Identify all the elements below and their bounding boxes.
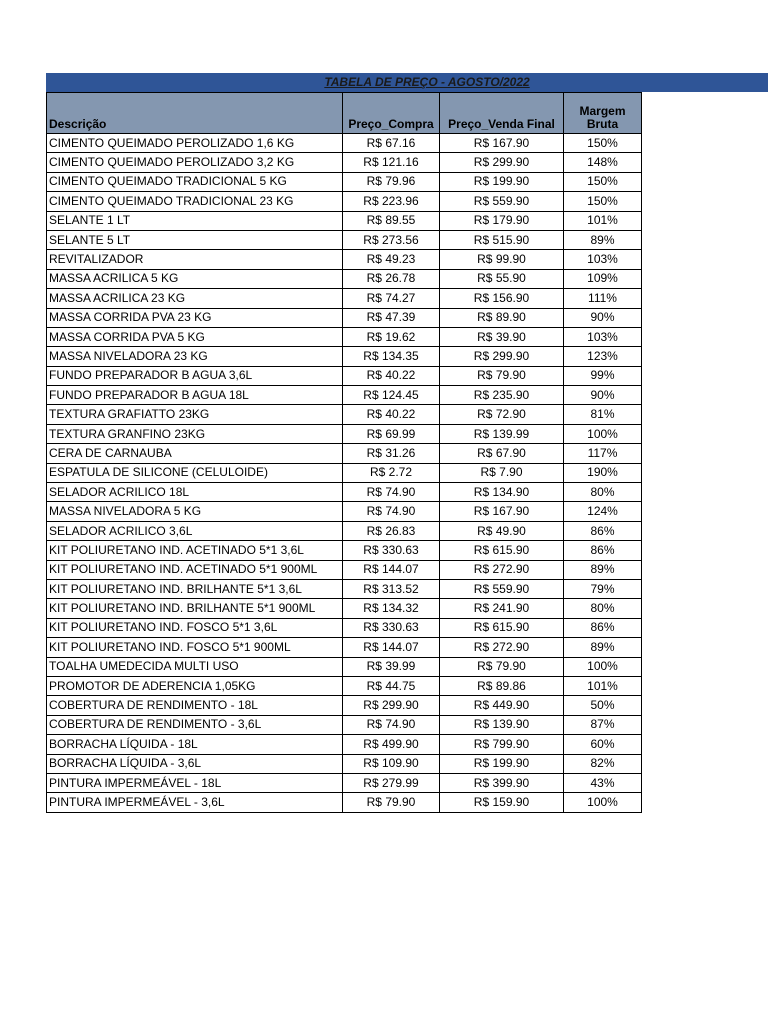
table-row — [47, 289, 642, 308]
price-table — [46, 92, 642, 813]
cell-margem-bruta[interactable]: 60% — [564, 735, 642, 754]
table-row — [47, 444, 642, 463]
cell-preco-venda[interactable]: R$ 449.90 — [440, 696, 564, 715]
cell-margem-bruta[interactable]: 103% — [564, 250, 642, 269]
table-row — [47, 192, 642, 211]
cell-preco-compra[interactable]: R$ 330.63 — [343, 541, 440, 560]
table-row — [47, 541, 642, 560]
cell-descricao[interactable]: PROMOTOR DE ADERENCIA 1,05KG — [47, 676, 343, 695]
table-row — [47, 754, 642, 773]
table-row — [47, 153, 642, 172]
cell-preco-compra[interactable]: R$ 74.90 — [343, 715, 440, 734]
cell-descricao[interactable]: PINTURA IMPERMEÁVEL - 3,6L — [47, 793, 343, 812]
table-row — [47, 172, 642, 191]
table-row — [47, 502, 642, 521]
cell-preco-compra[interactable]: R$ 69.99 — [343, 424, 440, 443]
cell-descricao[interactable]: MASSA CORRIDA PVA 5 KG — [47, 327, 343, 346]
cell-descricao[interactable]: COBERTURA DE RENDIMENTO - 3,6L — [47, 715, 343, 734]
cell-preco-compra[interactable]: R$ 79.90 — [343, 793, 440, 812]
cell-margem-bruta[interactable]: 111% — [564, 289, 642, 308]
cell-preco-venda[interactable]: R$ 55.90 — [440, 269, 564, 288]
cell-preco-compra[interactable]: R$ 40.22 — [343, 405, 440, 424]
header-margem-bruta[interactable]: Margem Bruta — [564, 93, 642, 134]
cell-descricao[interactable]: MASSA ACRILICA 23 KG — [47, 289, 343, 308]
cell-preco-venda[interactable]: R$ 89.86 — [440, 676, 564, 695]
cell-preco-compra[interactable]: R$ 2.72 — [343, 463, 440, 482]
cell-preco-compra[interactable]: R$ 74.90 — [343, 502, 440, 521]
cell-preco-compra[interactable]: R$ 499.90 — [343, 735, 440, 754]
cell-preco-venda[interactable]: R$ 241.90 — [440, 599, 564, 618]
cell-preco-venda[interactable]: R$ 72.90 — [440, 405, 564, 424]
table-row — [47, 424, 642, 443]
cell-margem-bruta[interactable]: 79% — [564, 579, 642, 598]
cell-preco-venda[interactable]: R$ 49.90 — [440, 521, 564, 540]
cell-margem-bruta[interactable]: 117% — [564, 444, 642, 463]
cell-margem-bruta[interactable]: 100% — [564, 793, 642, 812]
cell-preco-compra[interactable]: R$ 279.99 — [343, 773, 440, 792]
cell-preco-compra[interactable]: R$ 49.23 — [343, 250, 440, 269]
cell-margem-bruta[interactable]: 150% — [564, 192, 642, 211]
table-row — [47, 327, 642, 346]
cell-preco-venda[interactable]: R$ 159.90 — [440, 793, 564, 812]
table-row — [47, 269, 642, 288]
cell-preco-venda[interactable]: R$ 79.90 — [440, 366, 564, 385]
table-row — [47, 230, 642, 249]
cell-preco-venda[interactable]: R$ 799.90 — [440, 735, 564, 754]
cell-preco-venda[interactable]: R$ 615.90 — [440, 618, 564, 637]
cell-margem-bruta[interactable]: 89% — [564, 560, 642, 579]
cell-margem-bruta[interactable]: 50% — [564, 696, 642, 715]
table-row — [47, 638, 642, 657]
cell-preco-venda[interactable]: R$ 39.90 — [440, 327, 564, 346]
cell-preco-venda[interactable]: R$ 89.90 — [440, 308, 564, 327]
cell-preco-venda[interactable]: R$ 156.90 — [440, 289, 564, 308]
cell-preco-compra[interactable]: R$ 109.90 — [343, 754, 440, 773]
cell-preco-compra[interactable]: R$ 223.96 — [343, 192, 440, 211]
cell-preco-compra[interactable]: R$ 79.96 — [343, 172, 440, 191]
table-row — [47, 657, 642, 676]
cell-preco-venda[interactable]: R$ 299.90 — [440, 347, 564, 366]
cell-margem-bruta[interactable]: 90% — [564, 308, 642, 327]
cell-margem-bruta[interactable]: 103% — [564, 327, 642, 346]
cell-preco-compra[interactable]: R$ 144.07 — [343, 560, 440, 579]
cell-descricao[interactable]: TEXTURA GRANFINO 23KG — [47, 424, 343, 443]
cell-margem-bruta[interactable]: 148% — [564, 153, 642, 172]
cell-preco-compra[interactable]: R$ 89.55 — [343, 211, 440, 230]
table-row — [47, 463, 642, 482]
table-row — [47, 793, 642, 812]
cell-margem-bruta[interactable]: 109% — [564, 269, 642, 288]
table-row — [47, 250, 642, 269]
table-row — [47, 560, 642, 579]
cell-margem-bruta[interactable]: 100% — [564, 657, 642, 676]
cell-descricao[interactable]: FUNDO PREPARADOR B AGUA 18L — [47, 386, 343, 405]
cell-descricao[interactable]: CIMENTO QUEIMADO TRADICIONAL 23 KG — [47, 192, 343, 211]
table-row — [47, 134, 642, 153]
cell-preco-venda[interactable]: R$ 235.90 — [440, 386, 564, 405]
cell-descricao[interactable]: KIT POLIURETANO IND. FOSCO 5*1 900ML — [47, 638, 343, 657]
cell-preco-compra[interactable]: R$ 124.45 — [343, 386, 440, 405]
cell-preco-venda[interactable]: R$ 559.90 — [440, 192, 564, 211]
table-row — [47, 211, 642, 230]
cell-preco-compra[interactable]: R$ 67.16 — [343, 134, 440, 153]
table-row — [47, 618, 642, 637]
cell-descricao[interactable]: TEXTURA GRAFIATTO 23KG — [47, 405, 343, 424]
cell-margem-bruta[interactable]: 150% — [564, 134, 642, 153]
cell-preco-venda[interactable]: R$ 299.90 — [440, 153, 564, 172]
cell-preco-compra[interactable]: R$ 19.62 — [343, 327, 440, 346]
cell-descricao[interactable]: KIT POLIURETANO IND. FOSCO 5*1 3,6L — [47, 618, 343, 637]
cell-preco-compra[interactable]: R$ 40.22 — [343, 366, 440, 385]
cell-preco-compra[interactable]: R$ 144.07 — [343, 638, 440, 657]
cell-margem-bruta[interactable]: 86% — [564, 618, 642, 637]
table-row — [47, 715, 642, 734]
cell-margem-bruta[interactable]: 89% — [564, 230, 642, 249]
header-descricao[interactable]: Descrição — [47, 93, 343, 134]
cell-preco-venda[interactable]: R$ 559.90 — [440, 579, 564, 598]
cell-descricao[interactable]: REVITALIZADOR — [47, 250, 343, 269]
header-preco-venda[interactable]: Preço_Venda Final — [440, 93, 564, 134]
cell-descricao[interactable]: MASSA ACRILICA 5 KG — [47, 269, 343, 288]
cell-preco-compra[interactable]: R$ 44.75 — [343, 676, 440, 695]
cell-descricao[interactable]: COBERTURA DE RENDIMENTO - 18L — [47, 696, 343, 715]
table-row — [47, 483, 642, 502]
cell-margem-bruta[interactable]: 190% — [564, 463, 642, 482]
cell-margem-bruta[interactable]: 80% — [564, 599, 642, 618]
cell-descricao[interactable]: KIT POLIURETANO IND. BRILHANTE 5*1 3,6L — [47, 579, 343, 598]
cell-preco-venda[interactable]: R$ 179.90 — [440, 211, 564, 230]
cell-preco-venda[interactable]: R$ 515.90 — [440, 230, 564, 249]
table-row — [47, 308, 642, 327]
table-row — [47, 773, 642, 792]
cell-descricao[interactable]: BORRACHA LÍQUIDA - 18L — [47, 735, 343, 754]
cell-margem-bruta[interactable]: 82% — [564, 754, 642, 773]
cell-preco-compra[interactable]: R$ 26.78 — [343, 269, 440, 288]
cell-preco-venda[interactable]: R$ 67.90 — [440, 444, 564, 463]
cell-descricao[interactable]: CIMENTO QUEIMADO TRADICIONAL 5 KG — [47, 172, 343, 191]
cell-preco-compra[interactable]: R$ 47.39 — [343, 308, 440, 327]
cell-preco-compra[interactable]: R$ 313.52 — [343, 579, 440, 598]
cell-margem-bruta[interactable]: 81% — [564, 405, 642, 424]
cell-preco-compra[interactable]: R$ 31.26 — [343, 444, 440, 463]
cell-descricao[interactable]: PINTURA IMPERMEÁVEL - 18L — [47, 773, 343, 792]
cell-preco-compra[interactable]: R$ 74.90 — [343, 483, 440, 502]
cell-preco-compra[interactable]: R$ 26.83 — [343, 521, 440, 540]
cell-descricao[interactable]: TOALHA UMEDECIDA MULTI USO — [47, 657, 343, 676]
cell-descricao[interactable]: FUNDO PREPARADOR B AGUA 3,6L — [47, 366, 343, 385]
cell-preco-compra[interactable]: R$ 134.32 — [343, 599, 440, 618]
table-row — [47, 386, 642, 405]
cell-preco-venda[interactable]: R$ 139.99 — [440, 424, 564, 443]
cell-margem-bruta[interactable]: 86% — [564, 521, 642, 540]
cell-preco-compra[interactable]: R$ 121.16 — [343, 153, 440, 172]
table-row — [47, 676, 642, 695]
cell-preco-venda[interactable]: R$ 7.90 — [440, 463, 564, 482]
cell-descricao[interactable]: KIT POLIURETANO IND. BRILHANTE 5*1 900ML — [47, 599, 343, 618]
cell-margem-bruta[interactable]: 99% — [564, 366, 642, 385]
cell-margem-bruta[interactable]: 87% — [564, 715, 642, 734]
cell-descricao[interactable]: ESPATULA DE SILICONE (CELULOIDE) — [47, 463, 343, 482]
cell-descricao[interactable]: KIT POLIURETANO IND. ACETINADO 5*1 900ML — [47, 560, 343, 579]
cell-preco-venda[interactable]: R$ 199.90 — [440, 172, 564, 191]
cell-descricao[interactable]: BORRACHA LÍQUIDA - 3,6L — [47, 754, 343, 773]
cell-descricao[interactable]: MASSA CORRIDA PVA 23 KG — [47, 308, 343, 327]
table-body — [47, 134, 642, 813]
cell-descricao[interactable]: MASSA NIVELADORA 5 KG — [47, 502, 343, 521]
cell-preco-venda[interactable]: R$ 272.90 — [440, 638, 564, 657]
header-row — [47, 93, 642, 134]
table-row — [47, 521, 642, 540]
table-row — [47, 579, 642, 598]
cell-preco-venda[interactable]: R$ 167.90 — [440, 134, 564, 153]
table-row — [47, 696, 642, 715]
cell-preco-venda[interactable]: R$ 167.90 — [440, 502, 564, 521]
cell-preco-venda[interactable]: R$ 139.90 — [440, 715, 564, 734]
cell-descricao[interactable]: SELANTE 5 LT — [47, 230, 343, 249]
cell-preco-compra[interactable]: R$ 299.90 — [343, 696, 440, 715]
cell-preco-compra[interactable]: R$ 330.63 — [343, 618, 440, 637]
table-row — [47, 347, 642, 366]
cell-margem-bruta[interactable]: 150% — [564, 172, 642, 191]
cell-descricao[interactable]: SELANTE 1 LT — [47, 211, 343, 230]
cell-margem-bruta[interactable]: 80% — [564, 483, 642, 502]
cell-margem-bruta[interactable]: 100% — [564, 424, 642, 443]
cell-descricao[interactable]: KIT POLIURETANO IND. ACETINADO 5*1 3,6L — [47, 541, 343, 560]
cell-preco-venda[interactable]: R$ 615.90 — [440, 541, 564, 560]
cell-preco-venda[interactable]: R$ 199.90 — [440, 754, 564, 773]
table-row — [47, 405, 642, 424]
cell-margem-bruta[interactable]: 101% — [564, 211, 642, 230]
header-preco-compra[interactable]: Preço_Compra — [343, 93, 440, 134]
cell-margem-bruta[interactable]: 124% — [564, 502, 642, 521]
cell-descricao[interactable]: CERA DE CARNAUBA — [47, 444, 343, 463]
cell-descricao[interactable]: CIMENTO QUEIMADO PEROLIZADO 1,6 KG — [47, 134, 343, 153]
cell-preco-venda[interactable]: R$ 99.90 — [440, 250, 564, 269]
cell-preco-venda[interactable]: R$ 399.90 — [440, 773, 564, 792]
cell-preco-compra[interactable]: R$ 74.27 — [343, 289, 440, 308]
sheet-title: TABELA DE PREÇO - AGOSTO/2022 — [324, 75, 530, 89]
cell-margem-bruta[interactable]: 89% — [564, 638, 642, 657]
cell-margem-bruta[interactable]: 90% — [564, 386, 642, 405]
cell-preco-compra[interactable]: R$ 273.56 — [343, 230, 440, 249]
cell-preco-venda[interactable]: R$ 272.90 — [440, 560, 564, 579]
cell-preco-compra[interactable]: R$ 39.99 — [343, 657, 440, 676]
cell-margem-bruta[interactable]: 123% — [564, 347, 642, 366]
table-row — [47, 599, 642, 618]
cell-descricao[interactable]: CIMENTO QUEIMADO PEROLIZADO 3,2 KG — [47, 153, 343, 172]
cell-descricao[interactable]: SELADOR ACRILICO 18L — [47, 483, 343, 502]
cell-margem-bruta[interactable]: 43% — [564, 773, 642, 792]
cell-descricao[interactable]: MASSA NIVELADORA 23 KG — [47, 347, 343, 366]
table-row — [47, 366, 642, 385]
cell-margem-bruta[interactable]: 86% — [564, 541, 642, 560]
cell-margem-bruta[interactable]: 101% — [564, 676, 642, 695]
table-row — [47, 735, 642, 754]
cell-preco-compra[interactable]: R$ 134.35 — [343, 347, 440, 366]
cell-preco-venda[interactable]: R$ 79.90 — [440, 657, 564, 676]
cell-descricao[interactable]: SELADOR ACRILICO 3,6L — [47, 521, 343, 540]
cell-preco-venda[interactable]: R$ 134.90 — [440, 483, 564, 502]
